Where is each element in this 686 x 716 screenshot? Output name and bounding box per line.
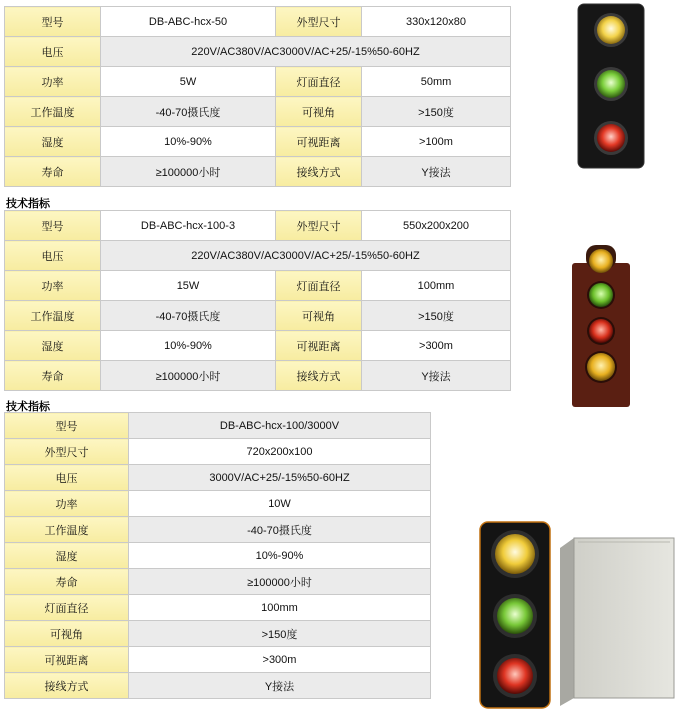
angle-label: 可视角 <box>5 621 129 647</box>
table-row <box>5 543 431 569</box>
green-lamp-icon <box>497 598 533 634</box>
angle-value: >150度 <box>129 621 431 647</box>
wiring-label: 接线方式 <box>276 361 362 391</box>
green-lamp-icon <box>589 283 613 307</box>
power-value: 10W <box>129 491 431 517</box>
power-label: 功率 <box>5 491 129 517</box>
voltage-label: 电压 <box>5 241 101 271</box>
table-row <box>5 517 431 543</box>
table-row <box>5 67 511 97</box>
table-row <box>5 439 431 465</box>
wiring-value: Y接法 <box>129 673 431 699</box>
distance-value: >300m <box>129 647 431 673</box>
table-row <box>5 413 431 439</box>
table-row <box>5 673 431 699</box>
humidity-label: 湿度 <box>5 127 101 157</box>
life-label: 寿命 <box>5 569 129 595</box>
life-value: ≥100000小时 <box>101 157 276 187</box>
humidity-label: 湿度 <box>5 543 129 569</box>
spec-table-1 <box>4 6 511 187</box>
table-row <box>5 127 511 157</box>
voltage-value: 220V/AC380V/AC3000V/AC+25/-15%50-60HZ <box>101 37 511 67</box>
life-value: ≥100000小时 <box>129 569 431 595</box>
yellow-lamp-icon <box>495 534 535 574</box>
humidity-value: 10%-90% <box>129 543 431 569</box>
yellow-lamp-icon <box>587 353 615 381</box>
wiring-value: Y接法 <box>362 361 511 391</box>
yellow-lamp-icon <box>589 249 613 273</box>
table-row <box>5 621 431 647</box>
section-heading: 技术指标 <box>6 198 50 210</box>
temp-label: 工作温度 <box>5 97 101 127</box>
angle-label: 可视角 <box>276 301 362 331</box>
power-label: 功率 <box>5 67 101 97</box>
size-label: 外型尺寸 <box>276 7 362 37</box>
life-value: ≥100000小时 <box>101 361 276 391</box>
diameter-value: 50mm <box>362 67 511 97</box>
table-row <box>5 37 511 67</box>
humidity-label: 湿度 <box>5 331 101 361</box>
voltage-label: 电压 <box>5 37 101 67</box>
model-label: 型号 <box>5 7 101 37</box>
voltage-value: 220V/AC380V/AC3000V/AC+25/-15%50-60HZ <box>101 241 511 271</box>
diameter-value: 100mm <box>362 271 511 301</box>
temp-label: 工作温度 <box>5 517 129 543</box>
distance-value: >100m <box>362 127 511 157</box>
signal-light-and-cabinet-photo <box>478 520 682 712</box>
diameter-label: 灯面直径 <box>276 67 362 97</box>
voltage-label: 电压 <box>5 465 129 491</box>
table-row <box>5 7 511 37</box>
signal-light-photo-1 <box>576 2 646 170</box>
diameter-value: 100mm <box>129 595 431 621</box>
red-lamp-icon <box>589 319 613 343</box>
green-lamp-icon <box>597 70 625 98</box>
model-value: DB-ABC-hcx-100-3 <box>101 211 276 241</box>
temp-label: 工作温度 <box>5 301 101 331</box>
temp-value: -40-70摄氏度 <box>101 97 276 127</box>
table-row <box>5 361 511 391</box>
cabinet-side <box>560 538 574 706</box>
model-value: DB-ABC-hcx-100/3000V <box>129 413 431 439</box>
table-row <box>5 491 431 517</box>
red-lamp-icon <box>597 124 625 152</box>
size-label: 外型尺寸 <box>276 211 362 241</box>
table-row <box>5 465 431 491</box>
model-label: 型号 <box>5 413 129 439</box>
distance-label: 可视距离 <box>276 331 362 361</box>
temp-value: -40-70摄氏度 <box>101 301 276 331</box>
power-value: 15W <box>101 271 276 301</box>
red-lamp-icon <box>497 658 533 694</box>
signal-light-photo-2 <box>570 243 632 411</box>
size-value: 720x200x100 <box>129 439 431 465</box>
table-row <box>5 331 511 361</box>
diameter-label: 灯面直径 <box>5 595 129 621</box>
table-row <box>5 301 511 331</box>
distance-label: 可视距离 <box>5 647 129 673</box>
wiring-label: 接线方式 <box>276 157 362 187</box>
table-row <box>5 241 511 271</box>
table-row <box>5 211 511 241</box>
diameter-label: 灯面直径 <box>276 271 362 301</box>
table-row <box>5 647 431 673</box>
spec-table-3 <box>4 412 431 699</box>
temp-value: -40-70摄氏度 <box>129 517 431 543</box>
power-value: 5W <box>101 67 276 97</box>
wiring-label: 接线方式 <box>5 673 129 699</box>
size-label: 外型尺寸 <box>5 439 129 465</box>
model-value: DB-ABC-hcx-50 <box>101 7 276 37</box>
table-row <box>5 569 431 595</box>
life-label: 寿命 <box>5 361 101 391</box>
angle-value: >150度 <box>362 301 511 331</box>
distance-label: 可视距离 <box>276 127 362 157</box>
size-value: 550x200x200 <box>362 211 511 241</box>
cabinet-box <box>574 538 674 698</box>
table-row <box>5 595 431 621</box>
humidity-value: 10%-90% <box>101 127 276 157</box>
voltage-value: 3000V/AC+25/-15%50-60HZ <box>129 465 431 491</box>
section-heading: 技术指标 <box>6 401 50 413</box>
size-value: 330x120x80 <box>362 7 511 37</box>
table-row <box>5 97 511 127</box>
angle-value: >150度 <box>362 97 511 127</box>
wiring-value: Y接法 <box>362 157 511 187</box>
angle-label: 可视角 <box>276 97 362 127</box>
table-row <box>5 271 511 301</box>
distance-value: >300m <box>362 331 511 361</box>
table-row <box>5 157 511 187</box>
yellow-lamp-icon <box>597 16 625 44</box>
spec-table-2 <box>4 210 511 391</box>
life-label: 寿命 <box>5 157 101 187</box>
humidity-value: 10%-90% <box>101 331 276 361</box>
power-label: 功率 <box>5 271 101 301</box>
model-label: 型号 <box>5 211 101 241</box>
